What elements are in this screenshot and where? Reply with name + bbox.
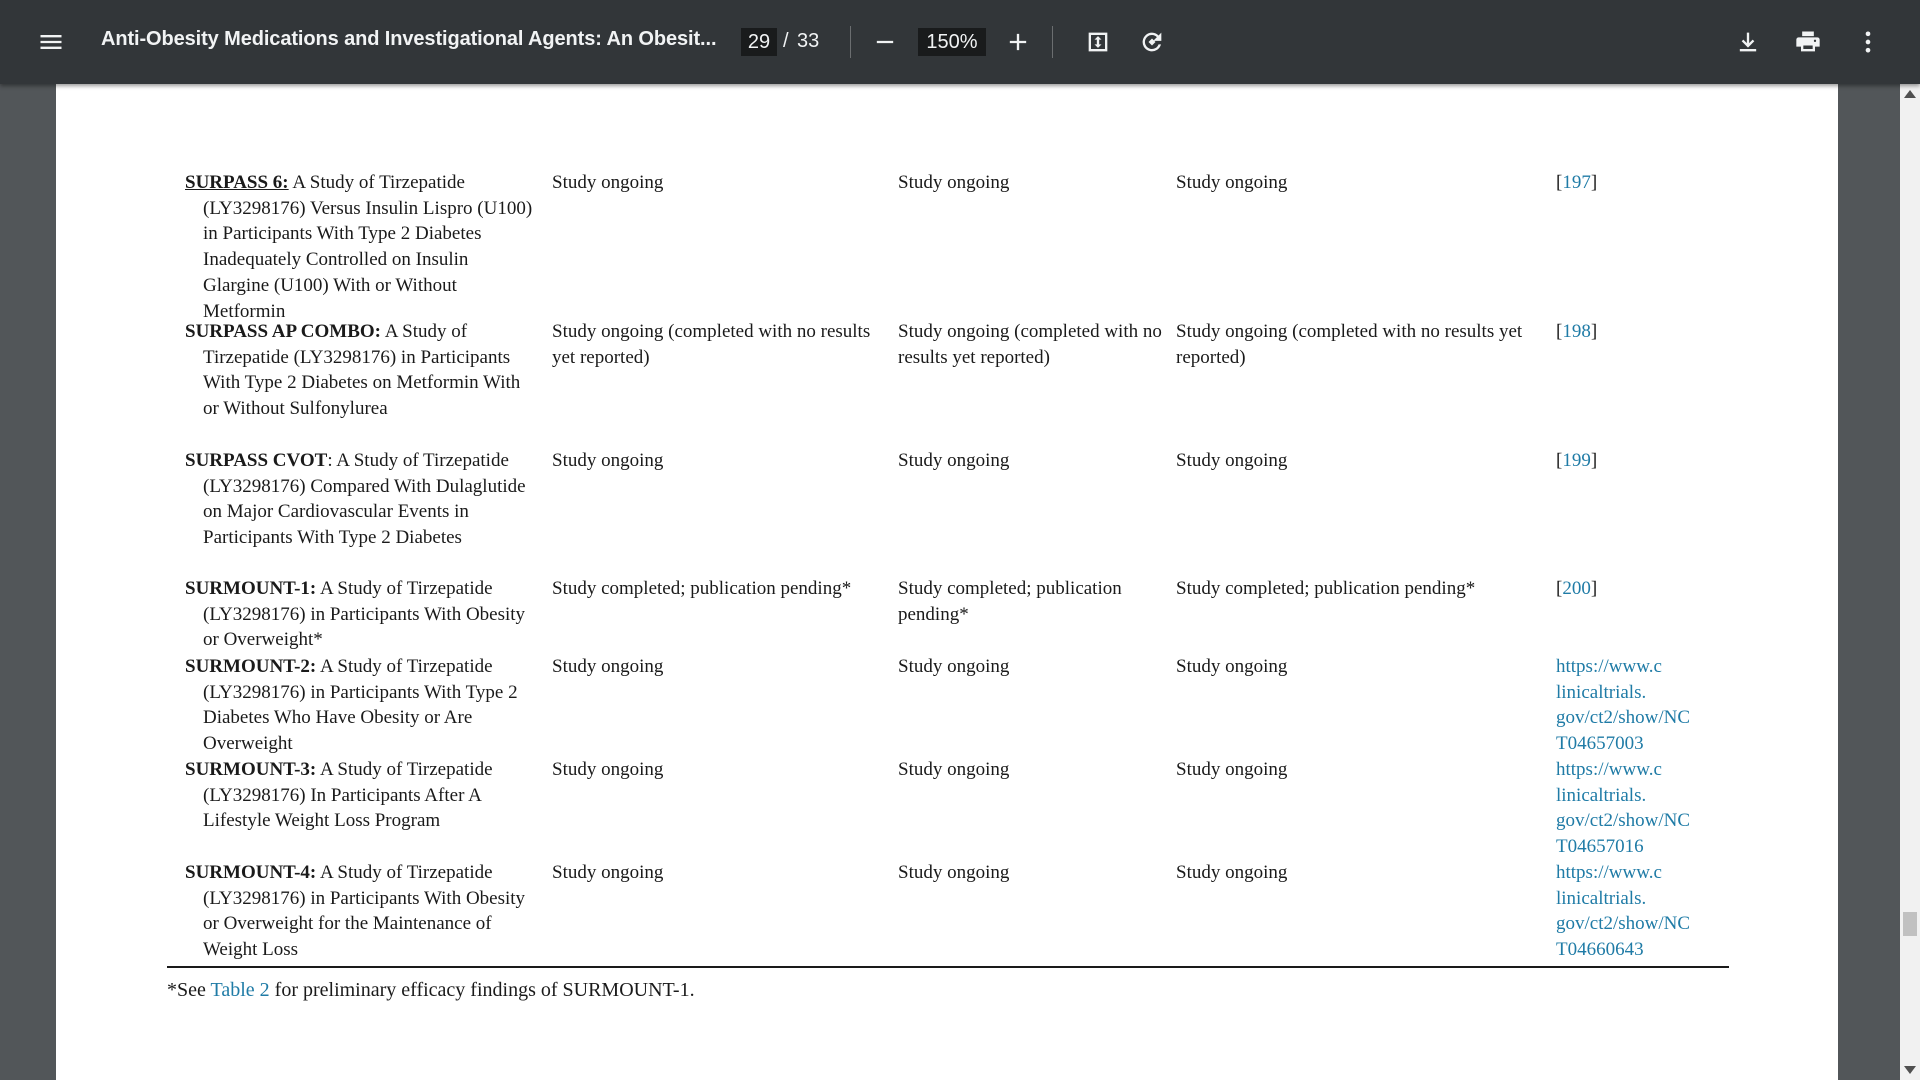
document-title: Anti-Obesity Medications and Investigational Agents: An Obesit...	[101, 28, 717, 50]
url-line[interactable]: T04657016	[1556, 836, 1644, 858]
trial-description: A Study of Tirzepatide (LY3298176) in Participants With Type 2 Diabetes on Metformin With or Without Sulfonylurea	[203, 321, 521, 420]
status-cell: Study ongoing (completed with no results yet reported)	[552, 321, 871, 368]
footnote-suffix: for preliminary efficacy findings of SURMOUNT-1.	[269, 979, 695, 1001]
footnote-prefix: *See	[167, 979, 211, 1001]
reference-link[interactable]: 197	[1562, 172, 1591, 193]
trial-description: A Study of Tirzepatide (LY3298176) in Participants With Obesity or Overweight for the Maintenance of Weight Loss	[203, 862, 526, 961]
trial-name: SURPASS CVOT	[185, 450, 328, 471]
status-cell: Study ongoing	[552, 450, 664, 471]
trial-name: SURMOUNT-4:	[185, 862, 317, 883]
trial-name: SURPASS 6:	[185, 172, 289, 193]
trial-cell	[185, 654, 535, 757]
url-line[interactable]: https://www.c	[1556, 759, 1662, 780]
reference-cell	[1556, 448, 1726, 474]
reference-link[interactable]: 200	[1562, 578, 1591, 599]
status-cell: Study ongoing	[552, 862, 664, 883]
pdf-page	[56, 84, 1838, 1080]
trial-cell	[185, 319, 535, 422]
fit-to-page-icon[interactable]	[1074, 18, 1122, 66]
url-line[interactable]: gov/ct2/show/NC	[1556, 810, 1691, 832]
pdf-toolbar	[0, 0, 1920, 84]
status-cell: Study ongoing	[552, 759, 664, 780]
status-cell: Study ongoing	[1176, 656, 1288, 677]
status-cell: Study ongoing	[552, 656, 664, 677]
clinicaltrials-link[interactable]	[1556, 860, 1726, 963]
url-line[interactable]: T04660643	[1556, 939, 1644, 961]
pdf-viewer[interactable]	[0, 84, 1900, 1080]
page-number-input[interactable]	[741, 28, 777, 56]
scroll-down-arrow-icon[interactable]	[1904, 1066, 1916, 1074]
download-icon[interactable]	[1724, 18, 1772, 66]
url-line[interactable]: linicaltrials.	[1556, 784, 1647, 806]
trial-name: SURMOUNT-1:	[185, 578, 317, 599]
trial-cell	[185, 757, 535, 834]
toolbar-divider	[1052, 26, 1053, 58]
status-cell: Study ongoing	[1176, 172, 1288, 193]
table-footnote	[167, 976, 695, 1004]
scroll-thumb[interactable]	[1903, 912, 1917, 936]
trial-cell	[185, 576, 535, 653]
status-cell: Study ongoing	[552, 172, 664, 193]
url-line[interactable]: https://www.c	[1556, 656, 1662, 677]
url-line[interactable]: https://www.c	[1556, 862, 1662, 883]
table-2-link[interactable]: Table 2	[210, 979, 270, 1001]
trial-name: SURMOUNT-3:	[185, 759, 317, 780]
menu-icon[interactable]	[27, 18, 75, 66]
trial-name: SURMOUNT-2:	[185, 656, 317, 677]
page-separator: /	[783, 30, 789, 52]
trial-description: : A Study of Tirzepatide (LY3298176) Compared With Dulaglutide on Major Cardiovascular Events in Participants With Type 2 Diabetes	[203, 450, 526, 549]
clinicaltrials-link[interactable]	[1556, 757, 1726, 860]
trial-description: A Study of Tirzepatide (LY3298176) In Participants After A Lifestyle Weight Loss Program	[203, 759, 493, 832]
minus-icon[interactable]	[861, 18, 909, 66]
rotate-icon[interactable]	[1128, 18, 1176, 66]
ref-open-bracket: [	[1556, 578, 1563, 599]
status-cell: Study ongoing	[898, 759, 1010, 780]
ref-close-bracket: ]	[1590, 321, 1598, 342]
url-line[interactable]: linicaltrials.	[1556, 887, 1647, 909]
print-icon[interactable]	[1784, 18, 1832, 66]
status-cell: Study ongoing (completed with no results yet reported)	[1176, 321, 1523, 368]
status-cell: Study ongoing	[898, 862, 1010, 883]
trial-cell	[185, 170, 535, 324]
url-line[interactable]: T04657003	[1556, 733, 1644, 755]
status-cell: Study ongoing (completed with no results yet reported)	[898, 321, 1162, 368]
reference-cell	[1556, 319, 1726, 345]
status-cell: Study completed; publication pending*	[552, 578, 852, 599]
status-cell: Study completed; publication pending*	[898, 578, 1122, 625]
status-cell: Study ongoing	[1176, 862, 1288, 883]
status-cell: Study ongoing	[898, 656, 1010, 677]
toolbar-divider	[850, 26, 851, 58]
url-line[interactable]: gov/ct2/show/NC	[1556, 913, 1691, 935]
trial-cell	[185, 448, 535, 551]
reference-link[interactable]: 199	[1562, 450, 1591, 471]
clinicaltrials-link[interactable]	[1556, 654, 1726, 757]
trial-description: A Study of Tirzepatide (LY3298176) in Participants With Type 2 Diabetes Who Have Obesity or Are Overweight	[203, 656, 518, 755]
trial-description: A Study of Tirzepatide (LY3298176) Versus Insulin Lispro (U100) in Participants With Type 2 Diabetes Inadequately Controlled on Insulin Glargine (U100) With or Without Metformin	[203, 172, 533, 322]
url-line[interactable]: linicaltrials.	[1556, 681, 1647, 703]
zoom-level-input[interactable]	[918, 28, 986, 56]
ref-close-bracket: ]	[1590, 450, 1598, 471]
ref-open-bracket: [	[1556, 450, 1563, 471]
plus-icon[interactable]	[994, 18, 1042, 66]
ref-close-bracket: ]	[1590, 172, 1598, 193]
url-line[interactable]: gov/ct2/show/NC	[1556, 707, 1691, 729]
status-cell: Study ongoing	[1176, 759, 1288, 780]
page-total: 33	[797, 30, 820, 52]
trial-cell	[185, 860, 535, 963]
status-cell: Study completed; publication pending*	[1176, 578, 1476, 599]
vertical-scrollbar[interactable]	[1900, 84, 1920, 1080]
scroll-up-arrow-icon[interactable]	[1904, 90, 1916, 98]
trial-description: A Study of Tirzepatide (LY3298176) in Participants With Obesity or Overweight*	[203, 578, 526, 651]
ref-open-bracket: [	[1556, 172, 1563, 193]
more-vert-icon[interactable]	[1844, 18, 1892, 66]
status-cell: Study ongoing	[898, 450, 1010, 471]
status-cell: Study ongoing	[1176, 450, 1288, 471]
status-cell: Study ongoing	[898, 172, 1010, 193]
table-bottom-rule	[167, 966, 1729, 968]
ref-open-bracket: [	[1556, 321, 1563, 342]
ref-close-bracket: ]	[1590, 578, 1598, 599]
reference-cell	[1556, 170, 1726, 196]
trial-name: SURPASS AP COMBO:	[185, 321, 382, 342]
reference-cell	[1556, 576, 1726, 602]
reference-link[interactable]: 198	[1562, 321, 1591, 342]
